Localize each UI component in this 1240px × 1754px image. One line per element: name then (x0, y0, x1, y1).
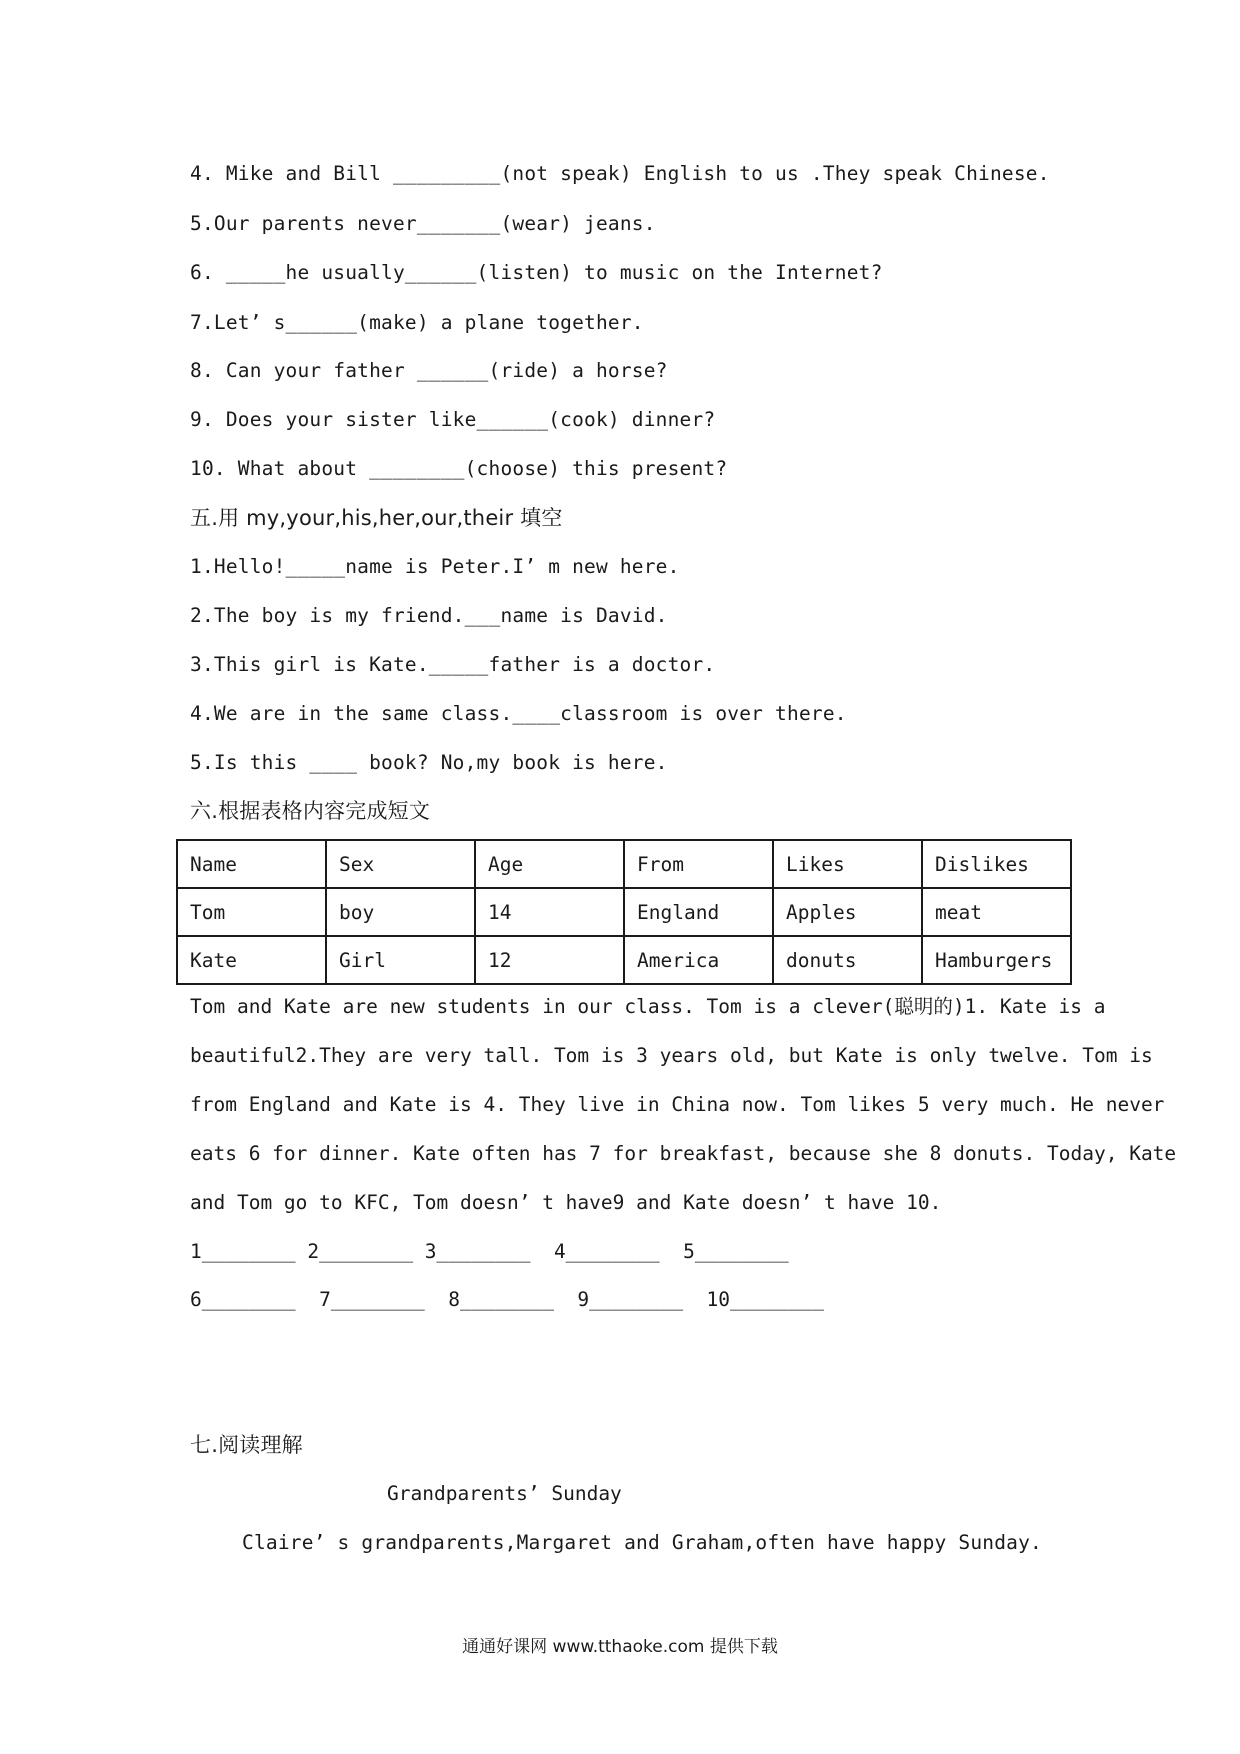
table-header-cell: Name (177, 840, 326, 888)
passage-line-5: and Tom go to KFC, Tom doesn’ t have9 and Kate doesn’ t have 10. (190, 1191, 942, 1214)
table-cell: America (624, 936, 773, 984)
pronoun-item-5: 5.Is this ____ book? No,my book is here. (190, 751, 668, 774)
info-table (176, 839, 1072, 985)
exercise-item-4: 4. Mike and Bill _________(not speak) English to us .They speak Chinese. (190, 162, 1050, 185)
exercise-item-5: 5.Our parents never_______(wear) jeans. (190, 212, 656, 235)
table-cell: boy (326, 888, 475, 936)
table-header-cell: Age (475, 840, 624, 888)
reading-title: Grandparents’ Sunday (387, 1482, 622, 1505)
exercise-item-6: 6. _____he usually______(listen) to music on the Internet? (190, 261, 883, 284)
table-header-row (177, 840, 1071, 888)
table-cell: Hamburgers (922, 936, 1071, 984)
table-cell: donuts (773, 936, 922, 984)
section-5-heading: 五.用 my,your,his,her,our,their 填空 (190, 506, 563, 530)
pronoun-item-1: 1.Hello!_____name is Peter.I’ m new here. (190, 555, 680, 578)
passage-line-4: eats 6 for dinner. Kate often has 7 for breakfast, because she 8 donuts. Today, Kate (190, 1142, 1177, 1165)
answer-blanks-row-2: 6________ 7________ 8________ 9________ 10________ (190, 1288, 824, 1311)
exercise-item-10: 10. What about ________(choose) this present? (190, 457, 728, 480)
passage-line-1: Tom and Kate are new students in our class. Tom is a clever(聪明的)1. Kate is a (190, 995, 1106, 1018)
table-header-cell: Sex (326, 840, 475, 888)
passage-line-3: from England and Kate is 4. They live in China now. Tom likes 5 very much. He never (190, 1093, 1165, 1116)
table-row (177, 936, 1071, 984)
table-row (177, 888, 1071, 936)
table-cell: Kate (177, 936, 326, 984)
page-footer: 通通好课网 www.tthaoke.com 提供下载 (462, 1637, 778, 1657)
table-header-cell: From (624, 840, 773, 888)
table-header-cell: Dislikes (922, 840, 1071, 888)
table-cell: Tom (177, 888, 326, 936)
exercise-item-8: 8. Can your father ______(ride) a horse? (190, 359, 668, 382)
answer-blanks-row-1: 1________ 2________ 3________ 4________ 5________ (190, 1240, 789, 1263)
section-6-heading: 六.根据表格内容完成短文 (190, 799, 431, 823)
table-cell: 12 (475, 936, 624, 984)
table-cell: meat (922, 888, 1071, 936)
reading-first-line: Claire’ s grandparents,Margaret and Graham,often have happy Sunday. (242, 1531, 1042, 1554)
exercise-item-9: 9. Does your sister like______(cook) dinner? (190, 408, 716, 431)
pronoun-item-2: 2.The boy is my friend.___name is David. (190, 604, 668, 627)
pronoun-item-4: 4.We are in the same class.____classroom is over there. (190, 702, 847, 725)
table-header-cell: Likes (773, 840, 922, 888)
table-cell: 14 (475, 888, 624, 936)
passage-line-2: beautiful2.They are very tall. Tom is 3 years old, but Kate is only twelve. Tom is (190, 1044, 1153, 1067)
table-cell: Apples (773, 888, 922, 936)
section-7-heading: 七.阅读理解 (190, 1433, 303, 1457)
pronoun-item-3: 3.This girl is Kate._____father is a doctor. (190, 653, 716, 676)
table-cell: England (624, 888, 773, 936)
exercise-item-7: 7.Let’ s______(make) a plane together. (190, 311, 644, 334)
table-cell: Girl (326, 936, 475, 984)
